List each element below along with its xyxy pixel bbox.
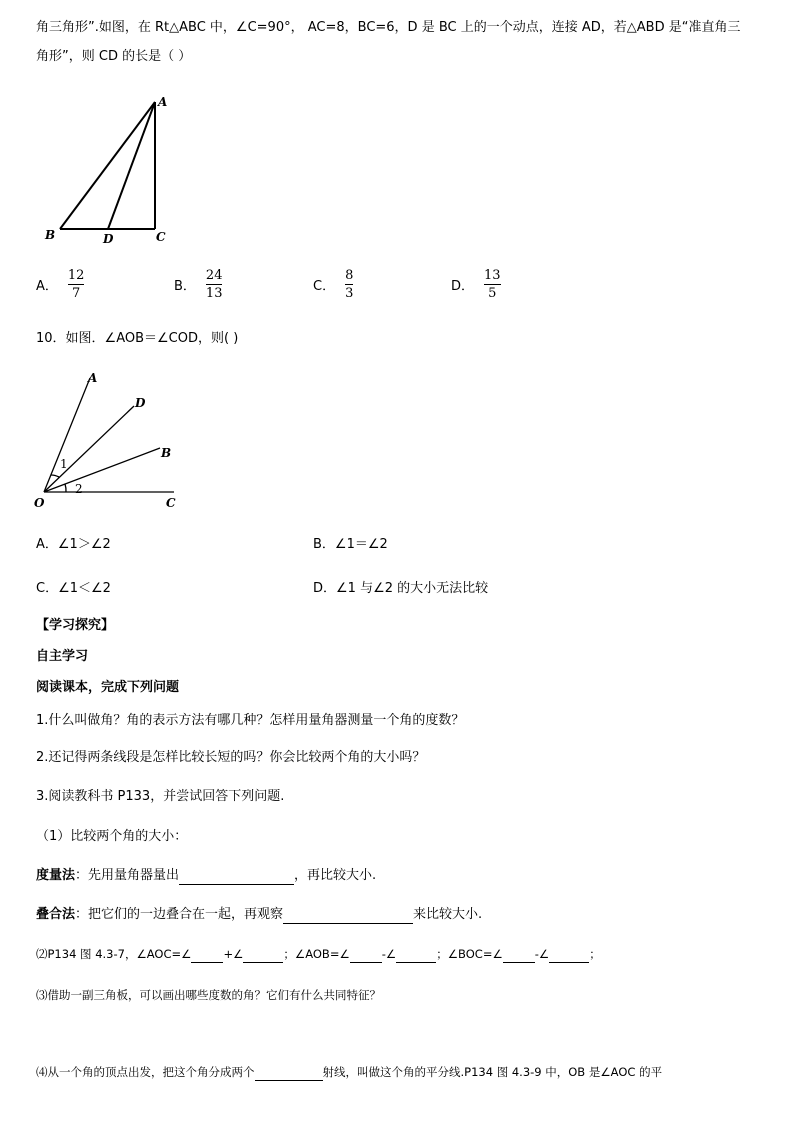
q9-option-a[interactable]: [36, 268, 84, 301]
item-3-2-text: ；∠AOB=∠: [283, 947, 350, 961]
label-d: D: [103, 232, 114, 246]
blank-aoc-1[interactable]: [191, 948, 223, 963]
option-label: D．: [313, 581, 337, 596]
denominator: 7: [72, 286, 81, 301]
q9-triangle-figure: [40, 92, 180, 252]
q10-stem: 10．如图．∠AOB＝∠COD，则( ): [36, 331, 239, 346]
item-3-2-text: +∠: [223, 947, 244, 961]
q9-stem-line2: 角形”，则 CD 的长是（ ）: [36, 49, 192, 64]
overlap-method-post: 来比较大小.: [413, 907, 483, 922]
fraction: [484, 268, 501, 301]
item-3-2-text: ；∠BOC=∠: [436, 947, 503, 961]
fraction: [68, 268, 85, 301]
label-angle-2: 2: [75, 482, 83, 496]
fraction-bar: [206, 284, 223, 285]
option-text: ∠1＝∠2: [334, 537, 388, 552]
ray-od: [44, 406, 134, 492]
item-3-2-text: ⑵P134 图 4.3-7，∠AOC=∠: [36, 947, 192, 961]
blank-aob-1[interactable]: [350, 948, 382, 963]
overlap-method-line: [36, 906, 482, 924]
item-3-4-pre: ⑷从一个角的顶点出发，把这个角分成两个: [36, 1065, 255, 1079]
option-label: B．: [313, 537, 335, 552]
ray-oa: [44, 378, 90, 492]
blank-aoc-2[interactable]: [243, 948, 283, 963]
blank-boc-2[interactable]: [549, 948, 589, 963]
segment-ad: [108, 102, 155, 229]
bisector-blank[interactable]: [255, 1066, 323, 1081]
fraction-bar: [345, 284, 353, 285]
option-label: B．: [174, 279, 196, 294]
section-heading: 【学习探究】: [36, 618, 115, 633]
section-sub1: 自主学习: [36, 649, 89, 664]
measure-method-pre: ：先用量角器量出: [75, 868, 180, 883]
blank-boc-1[interactable]: [503, 948, 535, 963]
denominator: 3: [345, 286, 354, 301]
overlap-blank[interactable]: [283, 909, 413, 924]
item-3-4-post: 射线，叫做这个角的平分线.P134 图 4.3-9 中，OB 是∠AOC 的平: [322, 1065, 663, 1079]
measure-method-line: [36, 867, 376, 885]
item-3-2-text: -∠: [381, 947, 397, 961]
denominator: 5: [488, 286, 497, 301]
q9-option-d[interactable]: [451, 268, 501, 301]
q10-option-a[interactable]: [36, 533, 111, 552]
overlap-method-title: 叠合法: [36, 907, 76, 922]
label-o: O: [34, 496, 45, 510]
arc-angle-1: [51, 475, 59, 477]
arc-angle-2: [65, 484, 66, 492]
option-text: ∠1 与∠2 的大小无法比较: [336, 581, 489, 596]
option-label: A．: [36, 537, 58, 552]
numerator: 13: [484, 268, 501, 283]
item-3-3: ⑶借助一副三角板，可以画出哪些度数的角？它们有什么共同特征？: [36, 988, 381, 1002]
q10-angle-figure: [32, 366, 192, 516]
fraction-bar: [484, 284, 501, 285]
q10-option-b[interactable]: [313, 533, 388, 552]
item-2: 2.还记得两条线段是怎样比较长短的吗？你会比较两个角的大小吗？: [36, 750, 426, 765]
q10-option-c[interactable]: [36, 577, 111, 596]
measure-method-post: ，再比较大小.: [294, 868, 377, 883]
overlap-method-pre: ：把它们的一边叠合在一起，再观察: [75, 907, 284, 922]
measure-blank[interactable]: [179, 870, 294, 885]
fraction-bar: [68, 284, 85, 285]
numerator: 24: [205, 268, 223, 283]
side-ab: [60, 102, 155, 229]
option-label: D．: [451, 279, 475, 294]
item-1: 1.什么叫做角？角的表示方法有哪几种？怎样用量角器测量一个角的度数？: [36, 713, 465, 728]
label-a: A: [88, 371, 98, 385]
numerator: 12: [67, 268, 85, 283]
item-3-2-text: -∠: [534, 947, 550, 961]
label-angle-1: 1: [60, 457, 68, 471]
option-text: ∠1＞∠2: [57, 537, 111, 552]
fraction: [345, 268, 353, 301]
item-3-2: [36, 945, 601, 963]
section-sub2: 阅读课本，完成下列问题: [36, 680, 180, 695]
blank-aob-2[interactable]: [396, 948, 436, 963]
item-3: 3.阅读教科书 P133，并尝试回答下列问题.: [36, 789, 285, 804]
q9-option-b[interactable]: [174, 268, 222, 301]
label-d: D: [135, 396, 146, 410]
option-label: A．: [36, 279, 58, 294]
label-c: C: [156, 230, 166, 244]
item-3-4: [36, 1063, 662, 1081]
option-label: C．: [313, 279, 336, 294]
denominator: 13: [205, 286, 223, 301]
item-3-2-text: ；: [589, 947, 601, 961]
fraction: [206, 268, 223, 301]
numerator: 8: [345, 268, 354, 283]
option-label: C．: [36, 581, 59, 596]
item-3-1: （1）比较两个角的大小：: [36, 829, 188, 844]
label-b: B: [161, 446, 172, 460]
q9-option-c[interactable]: [313, 268, 353, 301]
q9-stem-line1: 角三角形”.如图，在 Rt△ABC 中，∠C=90°， AC=8，BC=6，D 是 BC 上的一个动点，连接 AD，若△ABD 是“准直角三: [36, 20, 741, 35]
label-c: C: [166, 496, 176, 510]
label-b: B: [45, 228, 56, 242]
label-a: A: [158, 95, 168, 109]
option-text: ∠1＜∠2: [58, 581, 111, 596]
q10-option-d[interactable]: [313, 577, 488, 596]
measure-method-title: 度量法: [36, 868, 76, 883]
